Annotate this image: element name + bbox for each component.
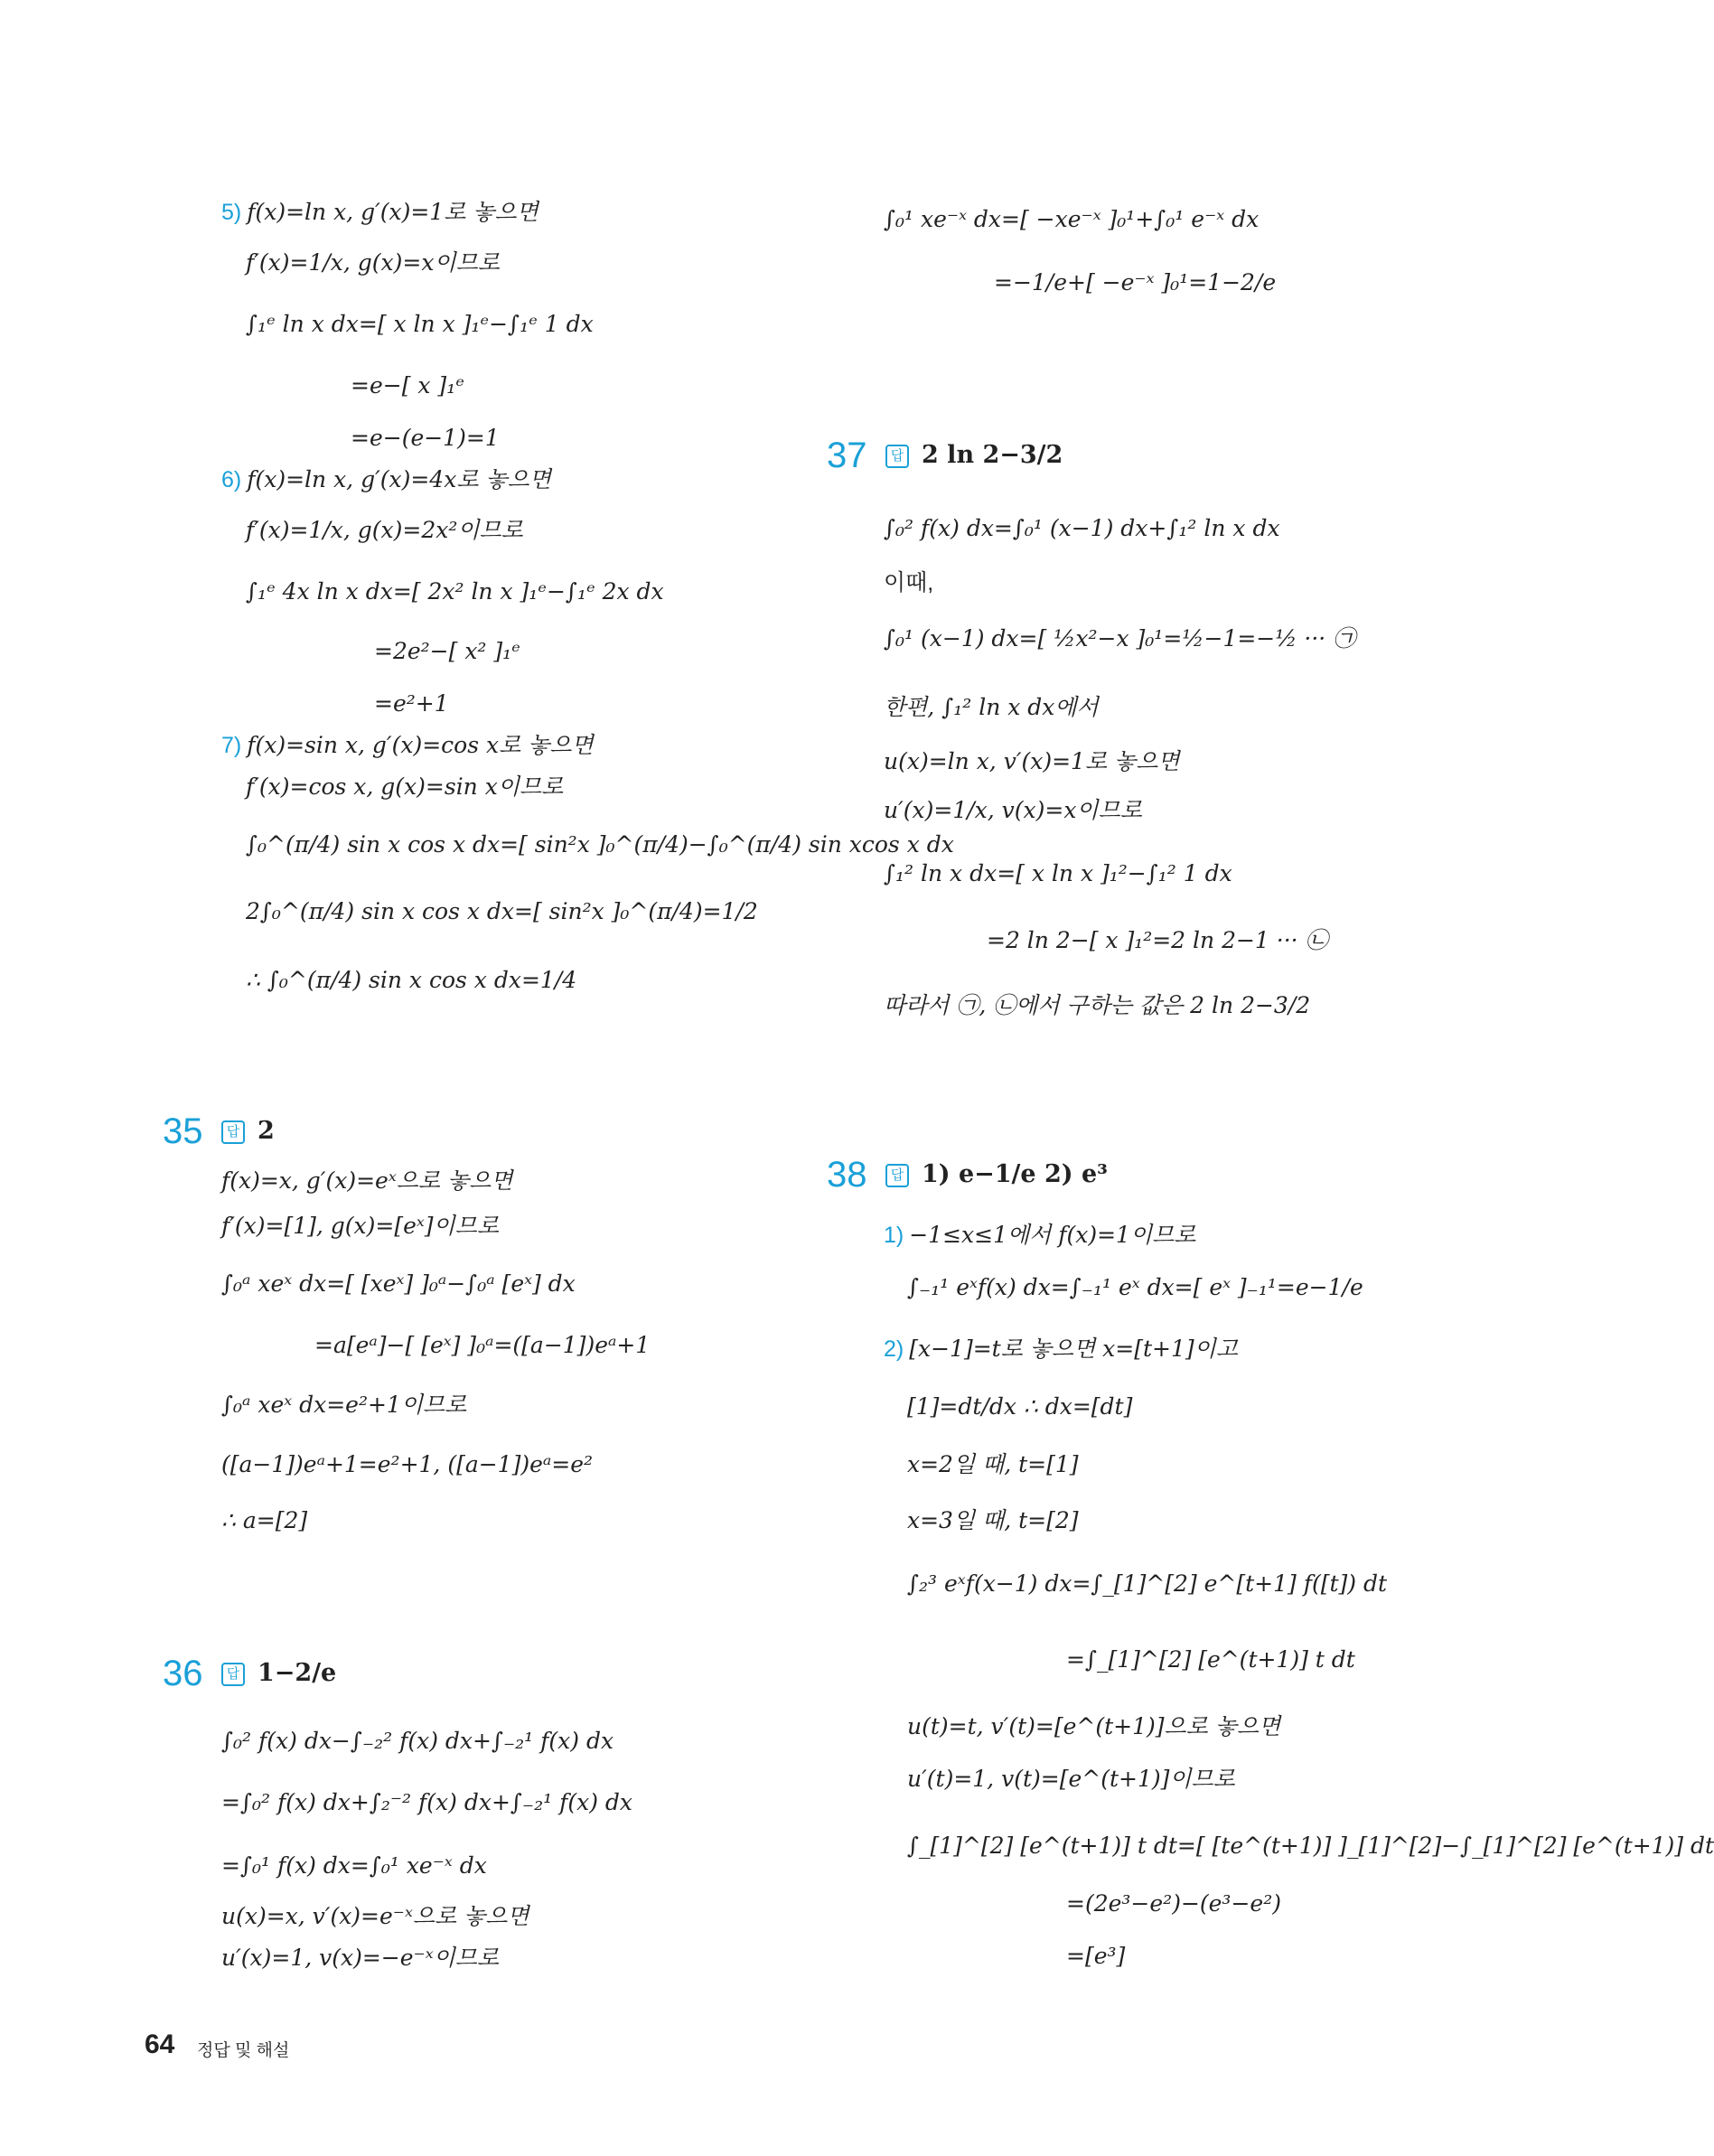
- q36-cont-1: =−1/e+[ −e⁻ˣ ]₀¹=1−2/e: [994, 269, 1277, 295]
- q35-number: 35: [163, 1111, 203, 1151]
- q38-p1-line-0: 1) −1≤x≤1에서 f(x)=1이므로: [884, 1222, 1196, 1248]
- q38-p2-line-8: ∫_[1]^[2] [e^(t+1)] t dt=[ [te^(t+1)] ]_[1]^[2]−∫_[1]^[2] [e^(t+1)] dt: [907, 1833, 1714, 1859]
- q38-number: 38: [827, 1155, 867, 1195]
- footer-title: 정답 및 해설: [197, 2041, 290, 2060]
- q36-number: 36: [163, 1654, 203, 1693]
- q37-line-0: ∫₀² f(x) dx=∫₀¹ (x−1) dx+∫₁² ln x dx: [884, 515, 1280, 541]
- q35-line-3: =a[eᵃ]−[ [eˣ] ]₀ᵃ=([a−1])eᵃ+1: [314, 1332, 651, 1358]
- p7-line-1: f′(x)=cos x, g(x)=sin x이므로: [246, 773, 564, 800]
- q37-number: 37: [827, 436, 867, 475]
- q37-line-6: ∫₁² ln x dx=[ x ln x ]₁²−∫₁² 1 dx: [884, 860, 1232, 886]
- p7-line-0: 7) f(x)=sin x, g′(x)=cos x로 놓으면: [221, 732, 594, 758]
- q37-line-4: u(x)=ln x, v′(x)=1로 놓으면: [884, 748, 1180, 774]
- p5-line-1: f′(x)=1/x, g(x)=x이므로: [246, 249, 500, 276]
- q38-p1-line-1: ∫₋₁¹ eˣf(x) dx=∫₋₁¹ eˣ dx=[ eˣ ]₋₁¹=e−1/e: [907, 1274, 1363, 1300]
- q38-p2-line-7: u′(t)=1, v(t)=[e^(t+1)]이므로: [907, 1766, 1235, 1792]
- q38-p2-line-6: u(t)=t, v′(t)=[e^(t+1)]으로 놓으면: [907, 1713, 1281, 1739]
- q38-p1-label: 1): [884, 1223, 904, 1248]
- q35-line-5: ([a−1])eᵃ+1=e²+1, ([a−1])eᵃ=e²: [221, 1451, 594, 1477]
- q35-answer-badge: 답: [221, 1120, 245, 1144]
- q35-line-1: f′(x)=[1], g(x)=[eˣ]이므로: [221, 1213, 499, 1239]
- p5-line-3: =e−[ x ]₁ᵉ: [351, 372, 464, 398]
- q36-answer: 1−2/e: [258, 1659, 337, 1687]
- p5-line-0: 5) f(x)=ln x, g′(x)=1로 놓으면: [221, 199, 539, 225]
- q35-line-6: ∴ a=[2]: [221, 1507, 308, 1533]
- p5-line-2: ∫₁ᵉ ln x dx=[ x ln x ]₁ᵉ−∫₁ᵉ 1 dx: [246, 311, 594, 337]
- q36-cont-0: ∫₀¹ xe⁻ˣ dx=[ −xe⁻ˣ ]₀¹+∫₀¹ e⁻ˣ dx: [884, 206, 1260, 232]
- page-number: 64: [145, 2029, 175, 2059]
- q38-p2-line-9: =(2e³−e²)−(e³−e²): [1066, 1890, 1281, 1917]
- q38-p2-line-5: =∫_[1]^[2] [e^(t+1)] t dt: [1066, 1646, 1355, 1673]
- q36-line-4: u′(x)=1, v(x)=−e⁻ˣ이므로: [221, 1945, 500, 1971]
- q36-line-1: =∫₀² f(x) dx+∫₂⁻² f(x) dx+∫₋₂¹ f(x) dx: [221, 1789, 633, 1815]
- q38-p2-label: 2): [884, 1336, 904, 1362]
- q38-answer: 1) e−1/e 2) e³: [922, 1160, 1108, 1188]
- p7-line-3: 2∫₀^(π/4) sin x cos x dx=[ sin²x ]₀^(π/4)=1/2: [246, 898, 758, 924]
- p7-label: 7): [221, 733, 242, 758]
- q37-line-1: 이때,: [884, 570, 934, 595]
- q37-line-7: =2 ln 2−[ x ]₁²=2 ln 2−1 ··· ㉡: [987, 927, 1328, 953]
- p5-label: 5): [221, 200, 242, 225]
- q35-line-2: ∫₀ᵃ xeˣ dx=[ [xeˣ] ]₀ᵃ−∫₀ᵃ [eˣ] dx: [221, 1270, 576, 1297]
- p6-line-4: =e²+1: [374, 690, 449, 717]
- q37-line-8: 따라서 ㉠, ㉡에서 구하는 값은 2 ln 2−3/2: [884, 992, 1311, 1018]
- q36-line-3: u(x)=x, v′(x)=e⁻ˣ으로 놓으면: [221, 1903, 529, 1929]
- q38-answer-badge: 답: [885, 1164, 909, 1187]
- p6-line-1: f′(x)=1/x, g(x)=2x²이므로: [246, 517, 523, 543]
- q38-p2-line-1: [1]=dt/dx ∴ dx=[dt]: [907, 1393, 1133, 1420]
- q36-line-2: =∫₀¹ f(x) dx=∫₀¹ xe⁻ˣ dx: [221, 1852, 487, 1879]
- q38-p2-line-2: x=2일 때, t=[1]: [907, 1451, 1079, 1477]
- q37-answer: 2 ln 2−3/2: [922, 441, 1063, 469]
- q37-line-5: u′(x)=1/x, v(x)=x이므로: [884, 797, 1142, 823]
- p7-line-4: ∴ ∫₀^(π/4) sin x cos x dx=1/4: [246, 967, 577, 993]
- p6-label: 6): [221, 467, 242, 492]
- p6-line-0: 6) f(x)=ln x, g′(x)=4x로 놓으면: [221, 466, 551, 492]
- q36-line-0: ∫₀² f(x) dx−∫₋₂² f(x) dx+∫₋₂¹ f(x) dx: [221, 1728, 614, 1754]
- q38-p2-line-10: =[e³]: [1066, 1943, 1126, 1969]
- p7-line-2: ∫₀^(π/4) sin x cos x dx=[ sin²x ]₀^(π/4)−∫₀^(π/4) sin xcos x dx: [246, 831, 954, 858]
- q38-p2-line-3: x=3일 때, t=[2]: [907, 1507, 1079, 1533]
- q35-answer: 2: [258, 1117, 275, 1145]
- q38-p2-line-4: ∫₂³ eˣf(x−1) dx=∫_[1]^[2] e^[t+1] f([t]) dt: [907, 1570, 1388, 1597]
- q37-line-3: 한편, ∫₁² ln x dx에서: [884, 694, 1099, 720]
- q36-answer-badge: 답: [221, 1663, 245, 1686]
- q37-line-2: ∫₀¹ (x−1) dx=[ ½x²−x ]₀¹=½−1=−½ ··· ㉠: [884, 625, 1356, 651]
- p5-line-4: =e−(e−1)=1: [351, 425, 500, 451]
- q35-line-4: ∫₀ᵃ xeˣ dx=e²+1이므로: [221, 1392, 467, 1418]
- q38-p2-line-0: 2) [x−1]=t로 놓으면 x=[t+1]이고: [884, 1336, 1238, 1362]
- p6-line-3: =2e²−[ x² ]₁ᵉ: [374, 638, 520, 664]
- p6-line-2: ∫₁ᵉ 4x ln x dx=[ 2x² ln x ]₁ᵉ−∫₁ᵉ 2x dx: [246, 578, 664, 605]
- q35-line-0: f(x)=x, g′(x)=eˣ으로 놓으면: [221, 1167, 513, 1194]
- q37-answer-badge: 답: [885, 445, 909, 468]
